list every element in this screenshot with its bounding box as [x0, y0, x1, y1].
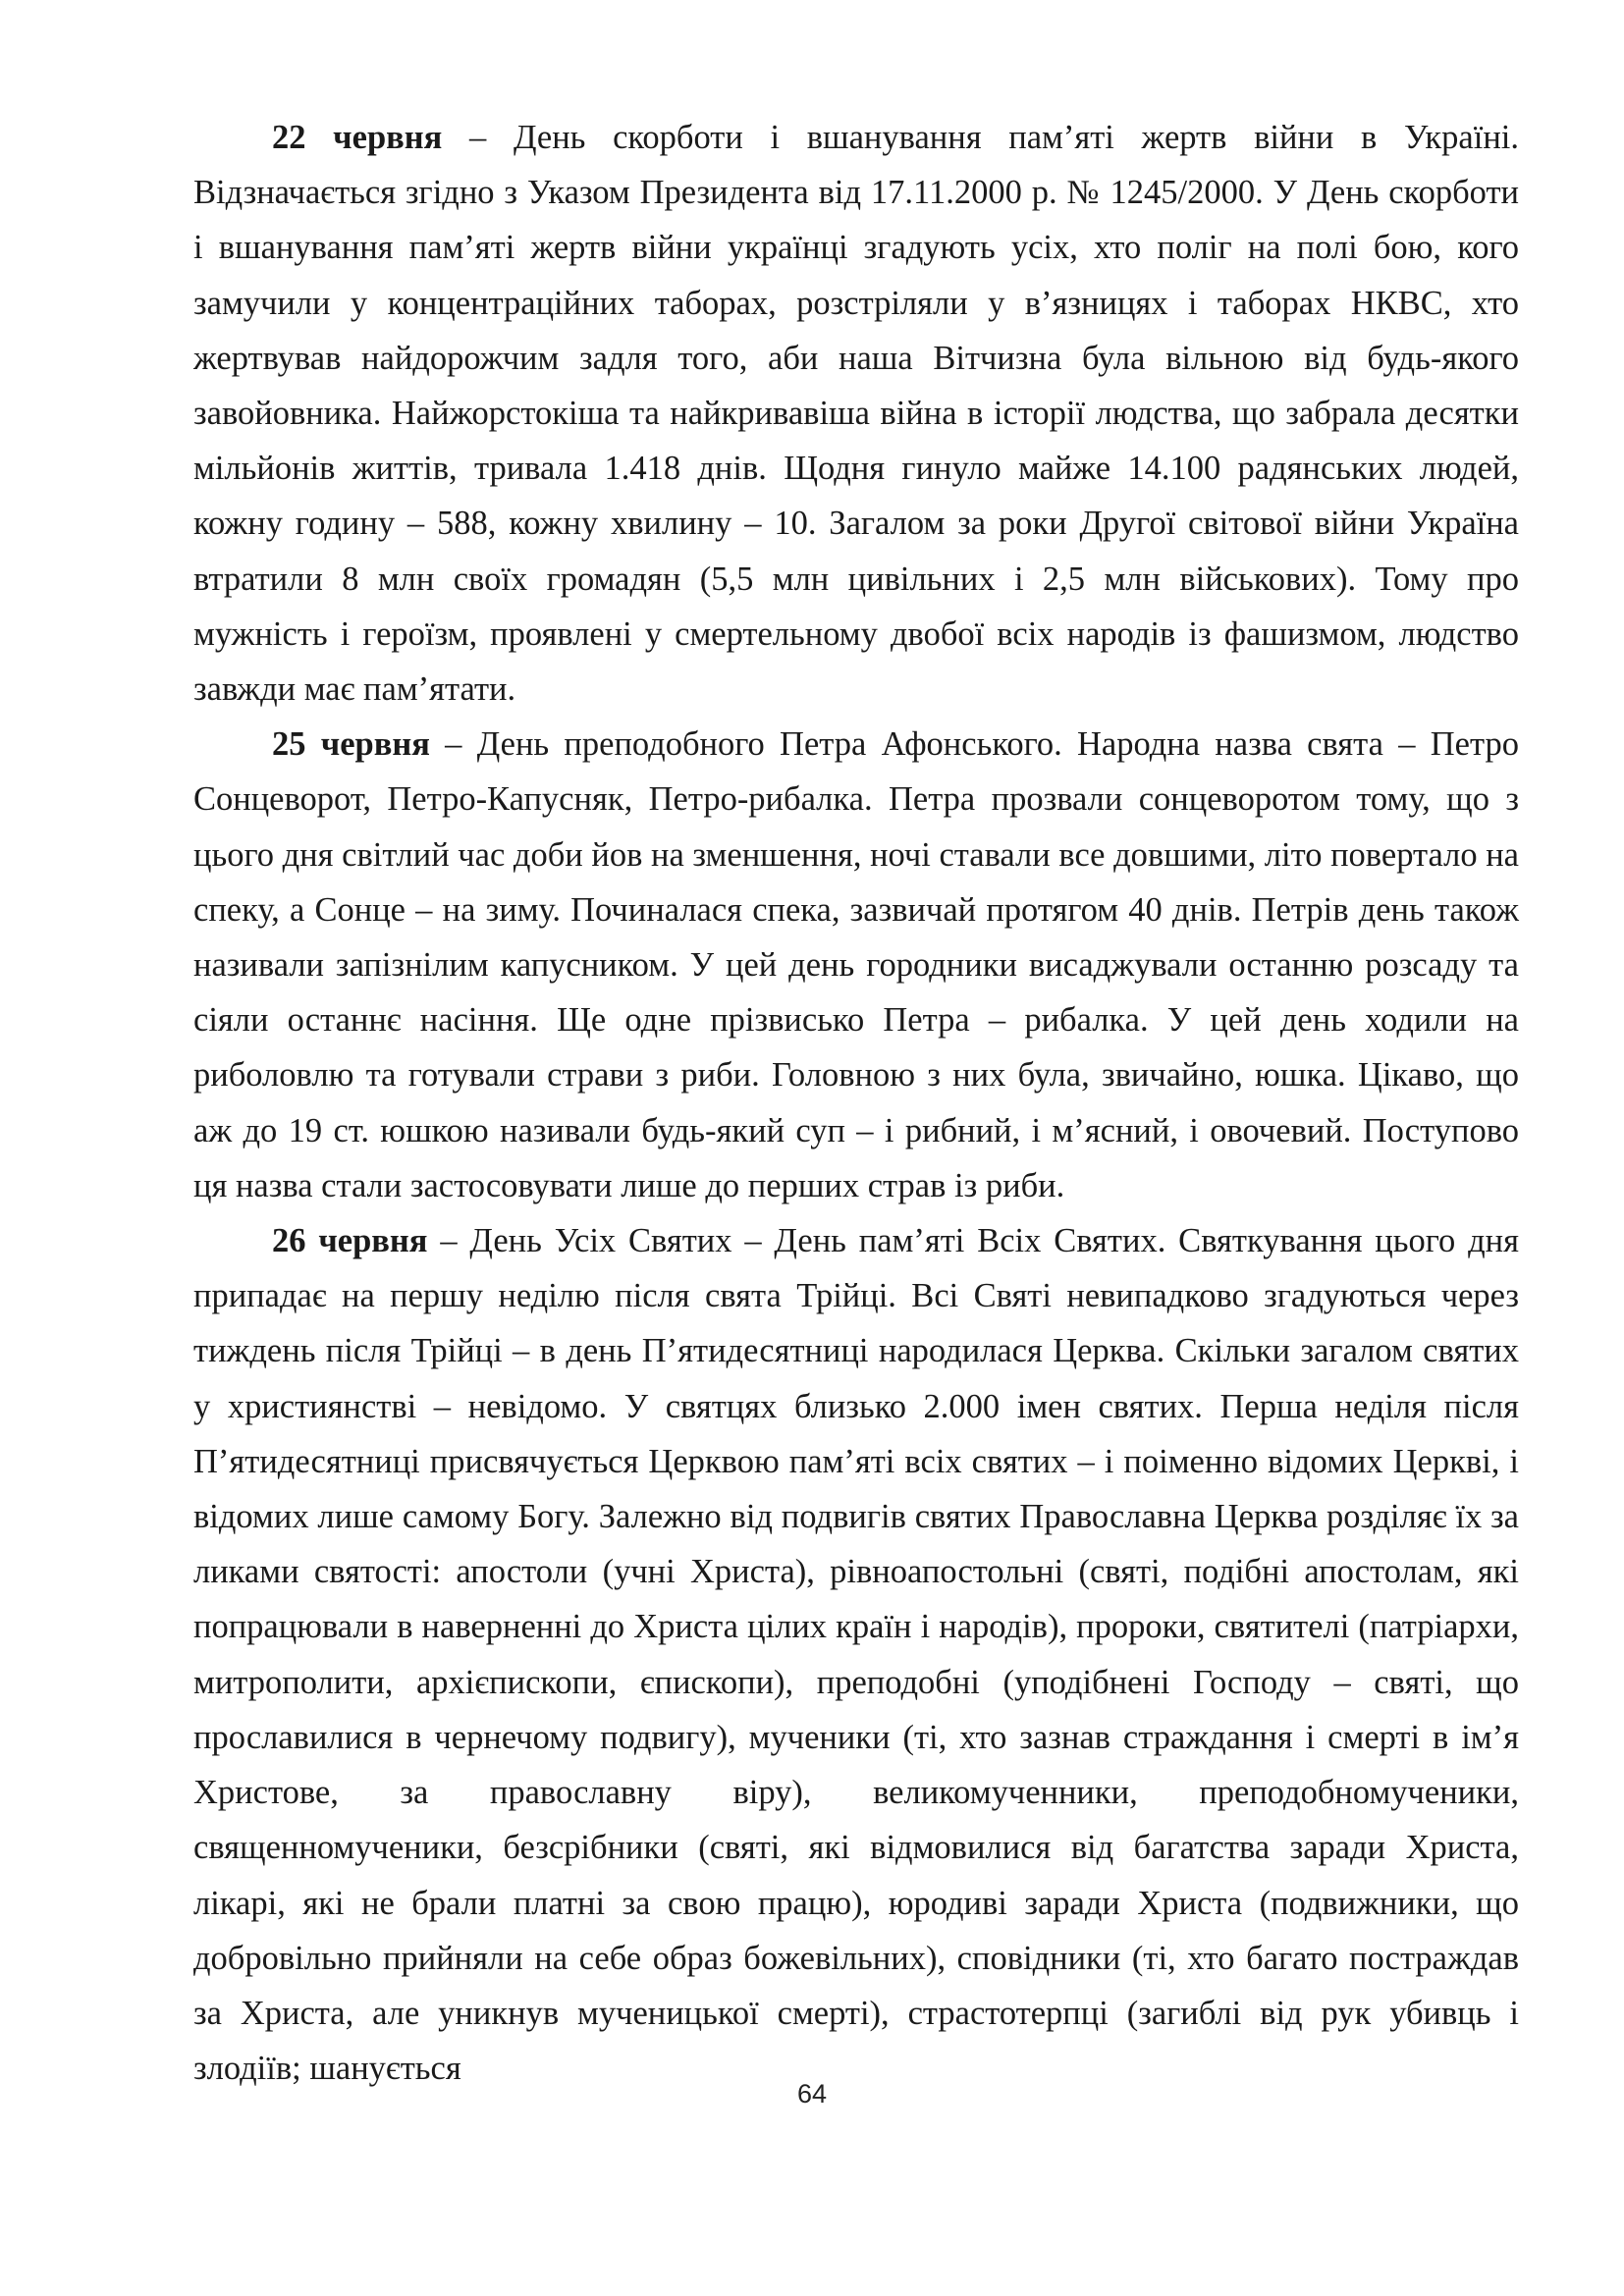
paragraph-text: – День скорботи і вшанування пам’яті жертв війни в Україні. Відзначається згідно з Указом Президента від 17.11.2000 р. № 1245/2000. У День скорботи і вшанування пам’яті жертв війни українці згадують усіх, хто поліг на полі бою, кого замучили у концентраційних таборах, розстріляли у в’язницях і таборах НКВС, хто жертвував найдорожчим задля того, аби наша Вітчизна була вільною від будь-якого завойовника. Найжорстокіша та найкривавіша війна в історії людства, що забрала десятки мільйонів життів, тривала 1.418 днів. Щодня гинуло майже 14.100 радянських людей, кожну годину – 588, кожну хвилину – 10. Загалом за роки Другої світової війни Україна втратили 8 млн своїх громадян (5,5 млн цивільних і 2,5 млн військових). Тому про мужність і героїзм, проявлені у смертельному двобої всіх народів із фашизмом, людство завжди має пам’ятати. — [193, 119, 1519, 709]
paragraph-date: 25 червня — [272, 725, 430, 764]
page-number: 64 — [796, 2079, 828, 2109]
paragraph-june-25 — [193, 717, 1519, 1213]
page-body — [193, 110, 1519, 2096]
paragraph-text: – День Усіх Святих – День пам’яті Всіх Святих. Святкування цього дня припадає на першу неділю після свята Трійці. Всі Святі невипадково згадуються через тиждень після Трійці – в день П’ятидесятниці народилася Церква. Скільки загалом святих у християнстві – невідомо. У святцях близько 2.000 імен святих. Перша неділя після П’ятидесятниці присвячується Церквою пам’яті всіх святих – і поіменно відомих Церкві, і відомих лише самому Богу. Залежно від подвигів святих Православна Церква розділяє їх за ликами святості: апостоли (учні Христа), рівноапостольні (святі, подібні апостолам, які попрацювали в наверненні до Христа цілих країн і народів), пророки, святителі (патріархи, митрополити, архієпископи, єпископи), преподобні (уподібнені Господу – святі, що прославилися в чернечому подвигу), мученики (ті, хто зазнав страждання і смерті в ім’я Христове, за православну віру), великомученники, преподобномученики, священномученики, безсрібники (святі, які відмовилися від багатства заради Христа, лікарі, які не брали платні за свою працю), юродиві заради Христа (подвижники, що добровільно прийняли на себе образ божевільних), сповідники (ті, хто багато постраждав за Христа, але уникнув мученицької смерті), страстотерпці (загиблі від рук убивць і злодіїв; шанується — [193, 1222, 1519, 2088]
paragraph-june-26 — [193, 1213, 1519, 2096]
paragraph-text: – День преподобного Петра Афонського. Народна назва свята – Петро Сонцеворот, Петро-Капусняк, Петро-рибалка. Петра прозвали сонцеворотом тому, що з цього дня світлий час доби йов на зменшення, ночі ставали все довшими, літо повертало на спеку, а Сонце – на зиму. Починалася спека, зазвичай протягом 40 днів. Петрів день також називали запізнілим капусником. У цей день городники висаджували останню розсаду та сіяли останнє насіння. Ще одне прізвисько Петра – рибалка. У цей день ходили на риболовлю та готували страви з риби. Головною з них була, звичайно, юшка. Цікаво, що аж до 19 ст. юшкою називали будь-який суп – і рибний, і м’ясний, і овочевий. Поступово ця назва стали застосовувати лише до перших страв із риби. — [193, 725, 1519, 1204]
paragraph-date: 26 червня — [272, 1222, 428, 1260]
paragraph-june-22 — [193, 110, 1519, 717]
paragraph-date: 22 червня — [272, 119, 443, 156]
